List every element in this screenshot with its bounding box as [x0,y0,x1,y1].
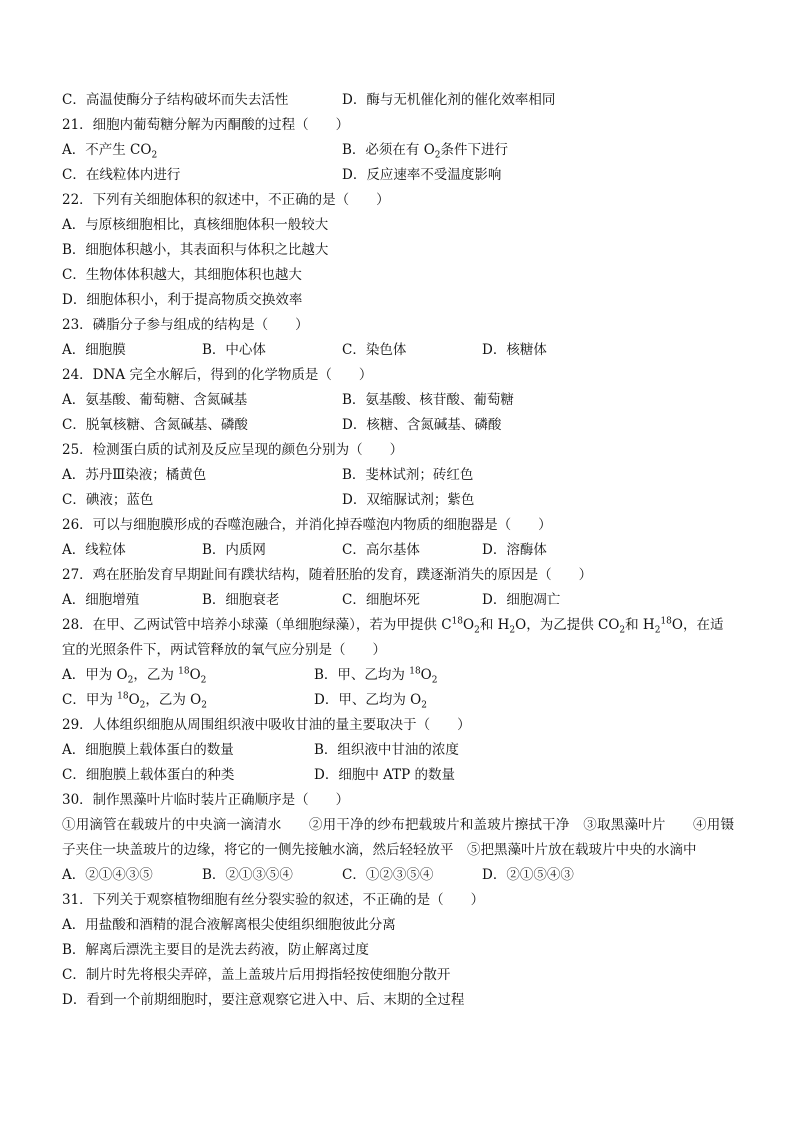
q23-option-c: C．染色体 [342,342,407,358]
q30-option-b: B．②①③⑤④ [202,867,293,883]
q25-option-c: C．碘液；蓝色 [62,492,154,508]
q25-stem: 25．检测蛋白质的试剂及反应呈现的颜色分别为（ ） [62,442,404,458]
q22-option-a: A．与原核细胞相比，真核细胞体积一般较大 [62,217,329,233]
q29-stem: 29．人体组织细胞从周围组织液中吸收甘油的量主要取决于（ ） [62,717,471,733]
q30-steps: ①用滴管在载玻片的中央滴一滴清水 ②用干净的纱布把载玻片和盖玻片擦拭干净 ③取黑藻叶片 ④用镊子夹住一块盖玻片的边缘，将它的一侧先接触水滴，然后轻轻放平 ⑤把黑藻叶片放在载玻片中央的水滴中 [62,817,734,858]
q27-option-c: C．细胞坏死 [342,592,420,608]
q28-options-ab [62,663,734,688]
q21-option-d: D．反应速率不受温度影响 [342,167,502,183]
q27-stem: 27．鸡在胚胎发育早期趾间有蹼状结构，随着胚胎的发育，蹼逐渐消失的原因是（ ） [62,567,593,583]
q20-option-d: D．酶与无机催化剂的催化效率相同 [342,92,556,108]
q21-option-a: A．不产生 $CO_2$ [62,142,158,161]
q25-option-d: D．双缩脲试剂；紫色 [342,492,475,508]
q28-option-a: A．甲为 $O_2$，乙为 $^{18}O_2$ [62,666,207,686]
q26-options [62,538,734,563]
q25-option-b: B．斐林试剂；砖红色 [342,467,474,483]
q31-option-d: D．看到一个前期细胞时，要注意观察它进入中、后、末期的全过程 [62,992,465,1008]
q30-option-d: D．②①⑤④③ [482,867,574,883]
q27-options [62,588,734,613]
q28-stem-line2: 宜的光照条件下，两试管释放的氧气应分别是（ ） [62,642,386,658]
q24-options-ab [62,388,734,413]
q23-options [62,338,734,363]
q22-option-b: B．细胞体积越小，其表面积与体积之比越大 [62,242,329,258]
q27-option-a: A．细胞增殖 [62,592,140,608]
q29-option-d: D．细胞中 ATP 的数量 [314,767,456,783]
q20-options-cd [62,88,734,113]
q30-options [62,863,734,888]
q28-options-cd [62,688,734,713]
q25-options-cd [62,488,734,513]
q23-stem: 23．磷脂分子参与组成的结构是（ ） [62,317,309,333]
q28-stem-line1: 28．在甲、乙两试管中培养小球藻（单细胞绿藻），若为甲提供 $C^{18}O_2$和 $H_2O$，为乙提供 $CO_2$和 $H_2^{18}O$，在适 [62,616,724,636]
q29-option-c: C．细胞膜上载体蛋白的种类 [62,767,235,783]
q27-option-b: B．细胞衰老 [202,592,280,608]
q31-stem: 31．下列关于观察植物细胞有丝分裂实验的叙述，不正确的是（ ） [62,892,485,908]
q21-stem: 21．细胞内葡萄糖分解为丙酮酸的过程（ ） [62,117,350,133]
q22-option-d: D．细胞体积小，利于提高物质交换效率 [62,292,303,308]
q23-option-b: B．中心体 [202,342,266,358]
q21-option-b: B．必须在有 $O_2$条件下进行 [342,142,509,161]
q26-option-c: C．高尔基体 [342,542,420,558]
q21-option-c: C．在线粒体内进行 [62,167,181,183]
q23-option-d: D．核糖体 [482,342,547,358]
q24-option-b: B．氨基酸、核苷酸、葡萄糖 [342,392,514,408]
q28-option-b: B．甲、乙均为 $^{18}O_2$ [314,666,438,686]
q29-option-a: A．细胞膜上载体蛋白的数量 [62,742,234,758]
q24-option-d: D．核糖、含氮碱基、磷酸 [342,417,502,433]
q26-option-b: B．内质网 [202,542,266,558]
q31-option-a: A．用盐酸和酒精的混合液解离根尖使组织细胞彼此分离 [62,917,396,933]
q29-options-ab [62,738,734,763]
q20-option-c: C．高温使酶分子结构破坏而失去活性 [62,92,289,108]
q26-stem: 26．可以与细胞膜形成的吞噬泡融合，并消化掉吞噬泡内物质的细胞器是（ ） [62,517,552,533]
q24-option-a: A．氨基酸、葡萄糖、含氮碱基 [62,392,248,408]
q30-option-a: A．②①④③⑤ [62,867,153,883]
q31-option-c: C．制片时先将根尖弄碎，盖上盖玻片后用拇指轻按使细胞分散开 [62,967,451,983]
q23-option-a: A．细胞膜 [62,342,126,358]
q24-option-c: C．脱氧核糖、含氮碱基、磷酸 [62,417,248,433]
q21-options-cd [62,163,734,188]
q21-options-ab [62,138,734,163]
q26-option-d: D．溶酶体 [482,542,547,558]
q29-options-cd [62,763,734,788]
q30-option-c: C．①②③⑤④ [342,867,434,883]
q22-stem: 22．下列有关细胞体积的叙述中，不正确的是（ ） [62,192,390,208]
q30-stem: 30．制作黑藻叶片临时装片正确顺序是（ ） [62,792,350,808]
q26-option-a: A．线粒体 [62,542,126,558]
q25-options-ab [62,463,734,488]
q22-option-c: C．生物体体积越大，其细胞体积也越大 [62,267,302,283]
q28-option-c: C．甲为 $^{18}O_2$，乙为 $O_2$ [62,691,207,711]
q27-option-d: D．细胞凋亡 [482,592,561,608]
q28-option-d: D．甲、乙均为 $O_2$ [314,692,427,711]
q29-option-b: B．组织液中甘油的浓度 [314,742,459,758]
q25-option-a: A．苏丹Ⅲ染液；橘黄色 [62,467,207,483]
q31-option-b: B．解离后漂洗主要目的是洗去药液，防止解离过度 [62,942,369,958]
q24-stem: 24．DNA 完全水解后，得到的化学物质是（ ） [62,367,373,383]
q24-options-cd [62,413,734,438]
exam-page [62,88,734,1013]
